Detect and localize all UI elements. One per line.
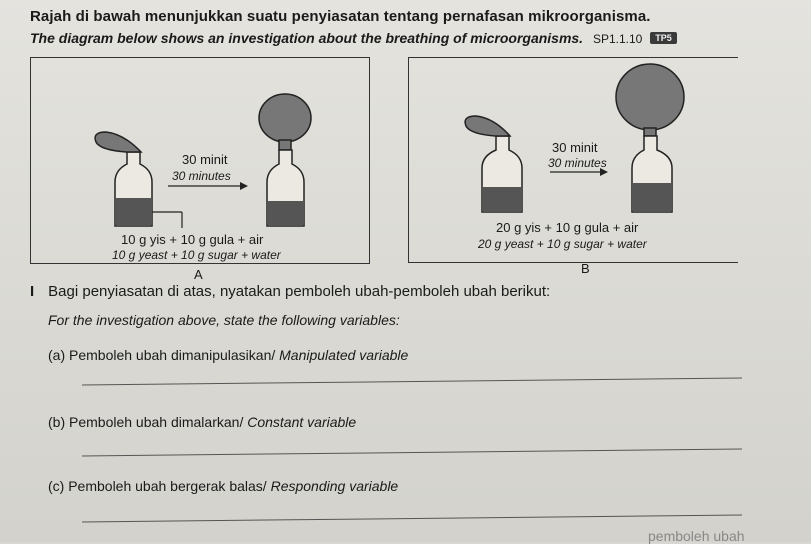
diagram-a-content-ms: 10 g yis + 10 g gula + air [121, 232, 264, 247]
question-malay [30, 283, 550, 300]
diagram-a-content-en: 10 g yeast + 10 g sugar + water [112, 248, 281, 262]
bottle-a-before [95, 132, 152, 226]
diagram-a-time-en: 30 minutes [172, 169, 231, 183]
part-b-en: Constant variable [247, 414, 357, 430]
footer-faint-text: pemboleh ubah [648, 528, 745, 544]
diagram-b-content-en: 20 g yeast + 10 g sugar + water [478, 237, 647, 251]
diagram-b-time-en: 30 minutes [548, 156, 607, 170]
tp-badge: TP5 [650, 32, 677, 44]
part-c-en: Responding variable [270, 478, 399, 494]
part-a-en: Manipulated variable [279, 347, 409, 363]
bottle-b-after [616, 64, 684, 212]
part-a-ms: (a) Pemboleh ubah dimanipulasikan/ [48, 347, 280, 363]
diagram-b-content-ms: 20 g yis + 10 g gula + air [496, 220, 639, 235]
bottle-b-before [465, 116, 522, 212]
part-c-ms: (c) Pemboleh ubah bergerak balas/ [48, 478, 271, 494]
diagram-b-label: B [581, 261, 590, 276]
title-english-text: The diagram below shows an investigation about the breathing of microorganisms. [30, 30, 584, 46]
question-english: For the investigation above, state the following variables: [48, 312, 400, 328]
diagram-a-time-ms: 30 minit [182, 152, 228, 167]
question-text-ms: Bagi penyiasatan di atas, nyatakan pemboleh ubah-pemboleh ubah berikut: [48, 283, 551, 300]
bottle-a-after [259, 94, 311, 226]
standard-code: SP1.1.10 [592, 32, 643, 46]
diagram-a-label: A [194, 267, 203, 282]
title-malay: Rajah di bawah menunjukkan suatu penyiasatan tentang pernafasan mikroorganisma. [30, 8, 651, 25]
part-b [48, 414, 356, 430]
part-c [48, 478, 398, 494]
diagram-b-time-ms: 30 minit [552, 140, 598, 155]
part-a [48, 347, 408, 363]
question-number: I [30, 283, 35, 300]
part-b-ms: (b) Pemboleh ubah dimalarkan/ [48, 414, 248, 430]
